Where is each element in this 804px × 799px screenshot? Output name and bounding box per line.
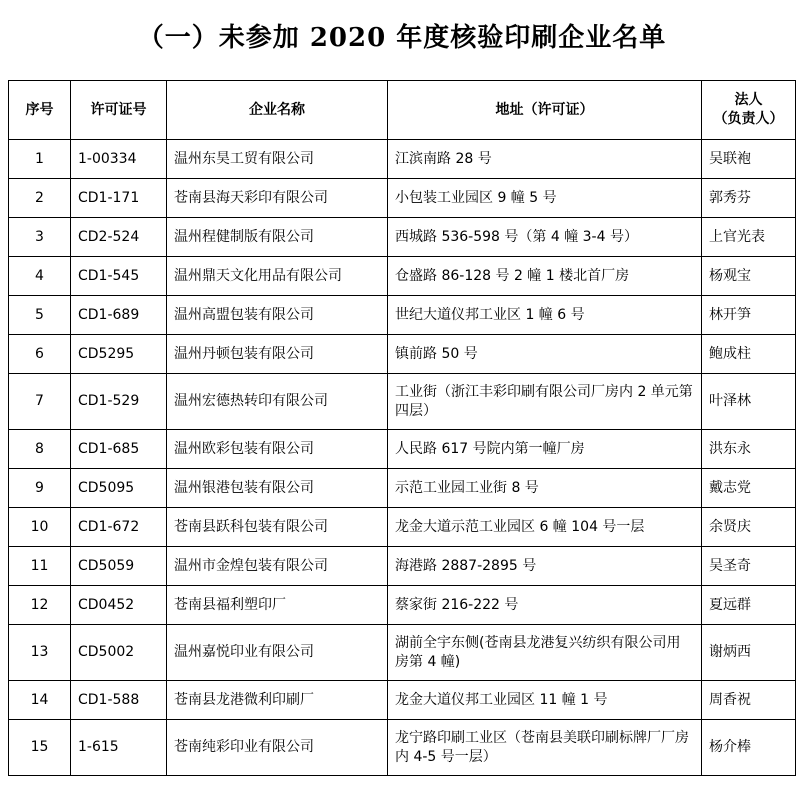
cell-person: 洪东永 <box>702 430 796 469</box>
table-row <box>9 720 796 776</box>
cell-license: CD1-689 <box>71 296 167 335</box>
cell-person: 吴联袍 <box>702 140 796 179</box>
cell-person: 郭秀芬 <box>702 179 796 218</box>
cell-person: 林开笋 <box>702 296 796 335</box>
cell-license: CD1-672 <box>71 508 167 547</box>
header-company: 企业名称 <box>167 81 388 140</box>
cell-license: CD5295 <box>71 335 167 374</box>
cell-seq: 12 <box>9 586 71 625</box>
cell-license: CD5059 <box>71 547 167 586</box>
table-row <box>9 257 796 296</box>
cell-address: 工业街（浙江丰彩印刷有限公司厂房内 2 单元第四层） <box>388 374 702 430</box>
cell-seq: 2 <box>9 179 71 218</box>
cell-company: 苍南纯彩印业有限公司 <box>167 720 388 776</box>
cell-seq: 9 <box>9 469 71 508</box>
cell-company: 温州程健制版有限公司 <box>167 218 388 257</box>
cell-seq: 15 <box>9 720 71 776</box>
table-row <box>9 430 796 469</box>
cell-person: 杨介棒 <box>702 720 796 776</box>
cell-company: 温州高盟包装有限公司 <box>167 296 388 335</box>
cell-license: CD1-685 <box>71 430 167 469</box>
cell-seq: 4 <box>9 257 71 296</box>
table-row <box>9 469 796 508</box>
cell-address: 龙金大道仪邦工业园区 11 幢 1 号 <box>388 681 702 720</box>
table-row <box>9 335 796 374</box>
table-row <box>9 547 796 586</box>
cell-address: 人民路 617 号院内第一幢厂房 <box>388 430 702 469</box>
table-row <box>9 218 796 257</box>
cell-seq: 1 <box>9 140 71 179</box>
header-legal-person <box>702 81 796 140</box>
cell-address: 世纪大道仪邦工业区 1 幢 6 号 <box>388 296 702 335</box>
header-seq: 序号 <box>9 81 71 140</box>
cell-address: 示范工业园工业街 8 号 <box>388 469 702 508</box>
cell-license: CD1-588 <box>71 681 167 720</box>
cell-company: 苍南县福利塑印厂 <box>167 586 388 625</box>
header-legal-person-line1: 法人 <box>734 92 763 108</box>
cell-company: 温州银港包装有限公司 <box>167 469 388 508</box>
cell-license: CD1-529 <box>71 374 167 430</box>
cell-person: 戴志党 <box>702 469 796 508</box>
header-address: 地址（许可证） <box>388 81 702 140</box>
cell-license: CD1-171 <box>71 179 167 218</box>
cell-person: 夏远群 <box>702 586 796 625</box>
table-row <box>9 140 796 179</box>
cell-address: 小包装工业园区 9 幢 5 号 <box>388 179 702 218</box>
cell-person: 谢炳西 <box>702 625 796 681</box>
cell-seq: 13 <box>9 625 71 681</box>
cell-person: 吴圣奇 <box>702 547 796 586</box>
cell-person: 鲍成柱 <box>702 335 796 374</box>
table-row <box>9 508 796 547</box>
cell-license: 1-00334 <box>71 140 167 179</box>
cell-address: 江滨南路 28 号 <box>388 140 702 179</box>
cell-seq: 8 <box>9 430 71 469</box>
table-row <box>9 179 796 218</box>
cell-seq: 10 <box>9 508 71 547</box>
table-row <box>9 681 796 720</box>
cell-seq: 3 <box>9 218 71 257</box>
cell-seq: 14 <box>9 681 71 720</box>
cell-company: 苍南县跃科包装有限公司 <box>167 508 388 547</box>
cell-person: 周香祝 <box>702 681 796 720</box>
cell-company: 温州欧彩包装有限公司 <box>167 430 388 469</box>
cell-seq: 11 <box>9 547 71 586</box>
cell-person: 杨观宝 <box>702 257 796 296</box>
enterprise-table <box>8 80 796 776</box>
cell-address: 蔡家街 216-222 号 <box>388 586 702 625</box>
document-title: （一）未参加 2020 年度核验印刷企业名单 <box>137 23 667 53</box>
cell-seq: 5 <box>9 296 71 335</box>
cell-address: 龙金大道示范工业园区 6 幢 104 号一层 <box>388 508 702 547</box>
cell-address: 海港路 2887-2895 号 <box>388 547 702 586</box>
cell-company: 苍南县海天彩印有限公司 <box>167 179 388 218</box>
cell-seq: 6 <box>9 335 71 374</box>
cell-company: 温州嘉悦印业有限公司 <box>167 625 388 681</box>
cell-license: 1-615 <box>71 720 167 776</box>
cell-company: 温州市金煌包装有限公司 <box>167 547 388 586</box>
cell-person: 上官光表 <box>702 218 796 257</box>
cell-license: CD5002 <box>71 625 167 681</box>
cell-person: 余贤庆 <box>702 508 796 547</box>
cell-address: 龙宁路印刷工业区（苍南县美联印刷标牌厂厂房内 4-5 号一层） <box>388 720 702 776</box>
cell-company: 苍南县龙港微利印刷厂 <box>167 681 388 720</box>
cell-address: 湖前全宇东侧(苍南县龙港复兴纺织有限公司用房第 4 幢) <box>388 625 702 681</box>
cell-license: CD0452 <box>71 586 167 625</box>
header-license: 许可证号 <box>71 81 167 140</box>
cell-company: 温州宏德热转印有限公司 <box>167 374 388 430</box>
cell-company: 温州丹顿包装有限公司 <box>167 335 388 374</box>
cell-address: 镇前路 50 号 <box>388 335 702 374</box>
cell-license: CD5095 <box>71 469 167 508</box>
table-row <box>9 296 796 335</box>
table-row <box>9 586 796 625</box>
cell-license: CD1-545 <box>71 257 167 296</box>
cell-seq: 7 <box>9 374 71 430</box>
cell-company: 温州鼎天文化用品有限公司 <box>167 257 388 296</box>
cell-license: CD2-524 <box>71 218 167 257</box>
header-legal-person-line2: （负责人） <box>713 111 784 127</box>
cell-person: 叶泽林 <box>702 374 796 430</box>
cell-address: 西城路 536-598 号（第 4 幢 3-4 号） <box>388 218 702 257</box>
cell-address: 仓盛路 86-128 号 2 幢 1 楼北首厂房 <box>388 257 702 296</box>
table-row <box>9 625 796 681</box>
cell-company: 温州东昊工贸有限公司 <box>167 140 388 179</box>
table-header-row <box>9 81 796 140</box>
table-row <box>9 374 796 430</box>
